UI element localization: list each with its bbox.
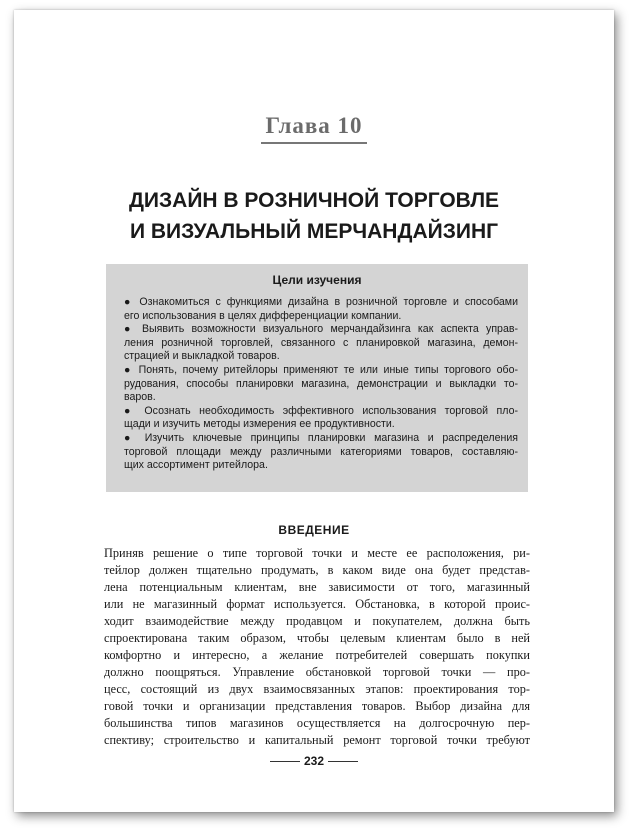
section-heading: ВВЕДЕНИЕ — [278, 523, 350, 537]
body-line: говой точки и организации представления товаров. Выбор дизайна для — [104, 699, 530, 713]
goal-line: рудования, способы планировки магазина, демонстрации и выкладки то- — [124, 377, 518, 390]
goal-line: ● Изучить ключевые принципы планировки магазина и распределения — [124, 431, 518, 444]
chapter-heading — [14, 113, 614, 144]
goal-line: торговой площади между различными категориями товаров, составляю- — [124, 445, 518, 458]
goal-line: ● Выявить возможности визуального мерчандайзинга как аспекта управ- — [124, 323, 518, 336]
body-line: цесс, состоящий из двух взаимосвязанных этапов: проектирования тор- — [104, 682, 530, 696]
goal-line: ● Ознакомиться с функциями дизайна в розничной торговле и способами — [124, 296, 518, 308]
page-number: 232 — [303, 754, 325, 768]
learning-goals-list — [124, 296, 518, 473]
learning-goals-box — [106, 264, 528, 492]
footer-rule-right — [328, 761, 358, 762]
body-line: или не магазинный формат используется. Обстановка, в которой проис- — [104, 597, 530, 611]
footer-rule-left — [270, 761, 300, 762]
body-line: должно поощряться. Управление обстановкой торговой точки — про- — [104, 665, 530, 679]
body-line: спроектирована таким образом, чтобы целевым клиентам было в ней — [104, 631, 530, 645]
chapter-title — [14, 185, 614, 247]
goal-line: ● Осознать необходимость эффективного использования торговой пло- — [124, 404, 518, 417]
chapter-title-line: ДИЗАЙН В РОЗНИЧНОЙ ТОРГОВЛЕ — [128, 189, 500, 212]
body-line: большинства типов магазинов осуществляется на долгосрочную пер- — [104, 716, 530, 730]
body-line: ходит взаимодействие между продавцом и покупателем, должна быть — [104, 614, 530, 628]
goal-line: ● Понять, почему ритейлоры применяют те или иные типы торгового обо- — [124, 363, 518, 376]
body-line: комфортно и интересно, а желание потребителей совершать покупки — [104, 648, 530, 662]
chapter-label: Глава 10 — [261, 113, 366, 144]
book-page — [14, 10, 614, 812]
page-footer — [14, 754, 614, 768]
goal-line: варов. — [124, 391, 156, 404]
body-line: Приняв решение о типе торговой точки и месте ее расположения, ри- — [104, 546, 530, 560]
body-paragraph — [104, 545, 530, 749]
body-line: тейлор должен тщательно продумать, в каком виде она будет представ- — [104, 563, 530, 577]
body-line: лена потенциальным клиентам, вне зависимости от того, магазинный — [104, 580, 530, 594]
learning-goals-heading: Цели изучения — [272, 273, 362, 287]
goal-line: ления розничной торговлей, связанного с планировкой магазина, демон- — [124, 336, 518, 349]
goal-line: его использования в целях дифференциации компании. — [124, 309, 402, 322]
chapter-title-line: И ВИЗУАЛЬНЫЙ МЕРЧАНДАЙЗИНГ — [129, 220, 499, 243]
goal-line: страцией и выкладкой товаров. — [124, 350, 280, 363]
body-line: спективу; строительство и капитальный ремонт торговой точки требуют — [104, 733, 530, 747]
goal-line: щих ассортимент ритейлора. — [124, 459, 268, 472]
goal-line: щади и изучить методы измерения ее продуктивности. — [124, 418, 395, 431]
